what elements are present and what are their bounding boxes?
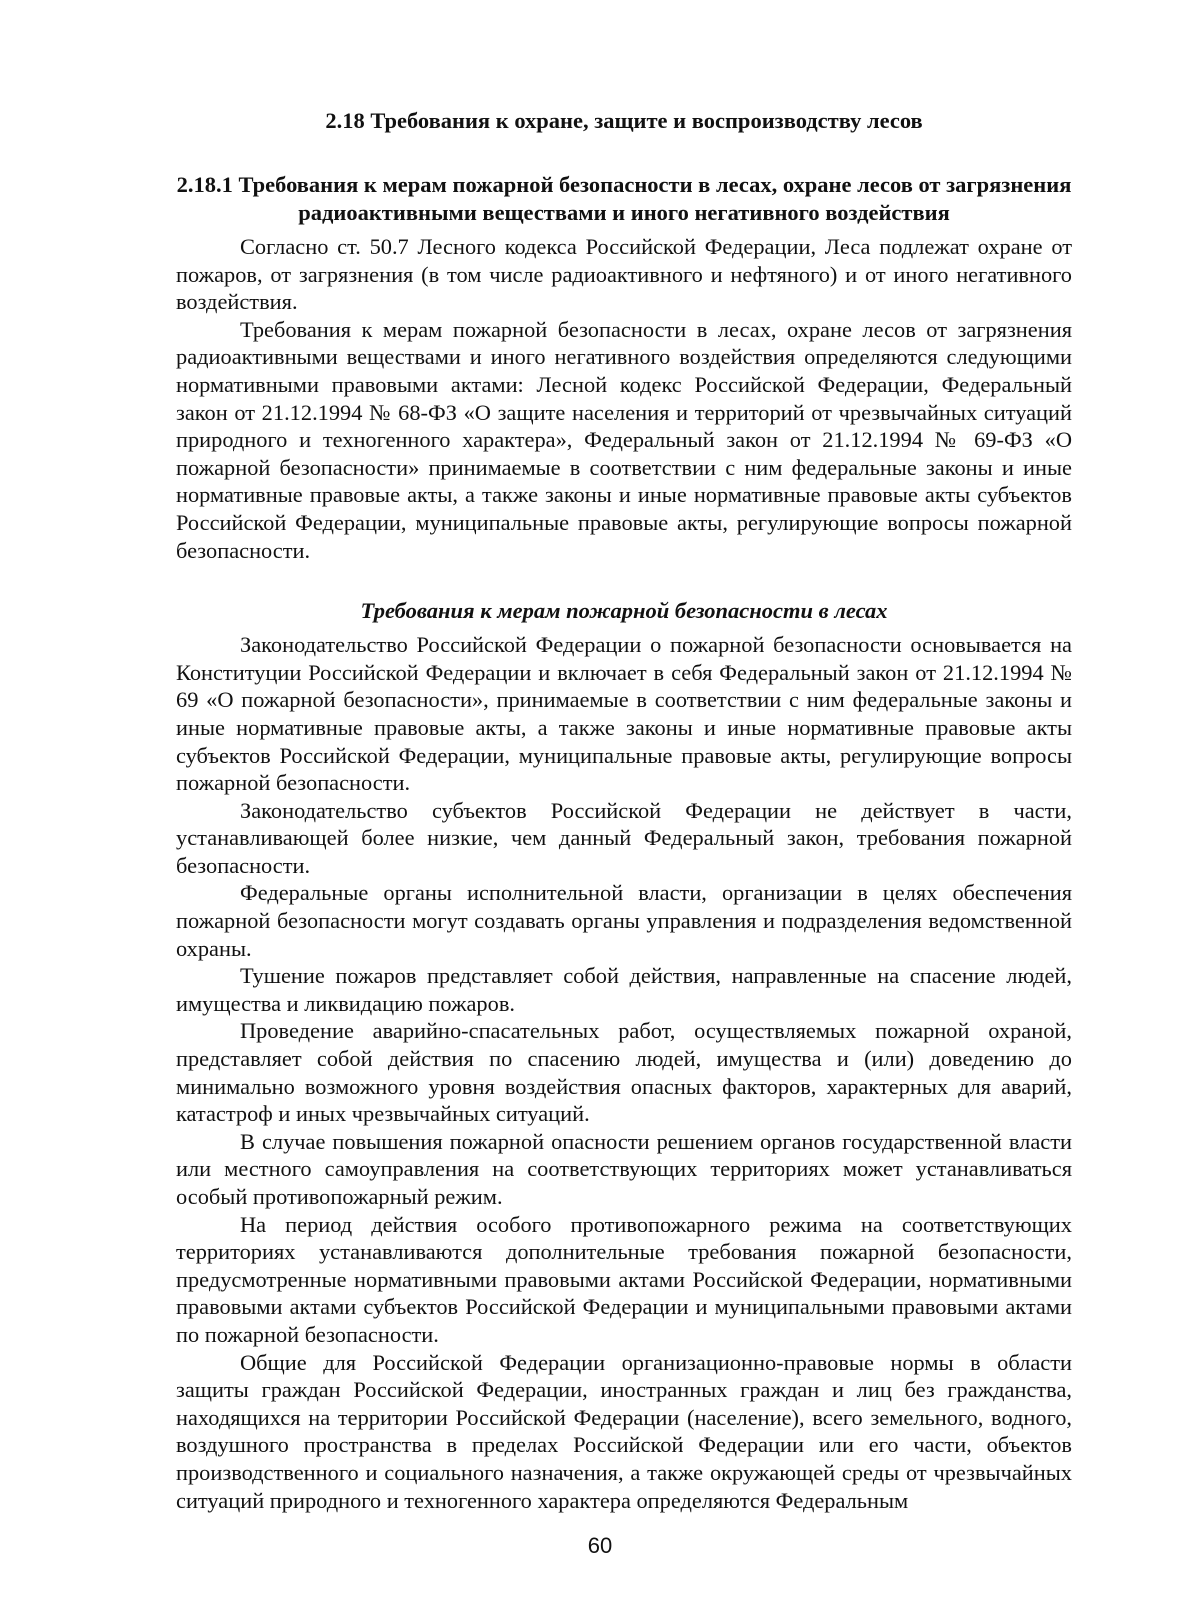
subsection-heading: 2.18.1 Требования к мерам пожарной безопасности в лесах, охране лесов от загрязнения радиоактивными веществами и иного негативного воздействия — [176, 172, 1072, 225]
paragraph: На период действия особого противопожарного режима на соответствующих территориях устанавливаются дополнительные требования пожарной безопасности, предусмотренные нормативными правовыми актами Российской Федерации, нормативными правовыми актами субъектов Российской Федерации и муниципальными правовыми актами по пожарной безопасности. — [176, 1211, 1072, 1347]
paragraph: Тушение пожаров представляет собой действия, направленные на спасение людей, имущества и ликвидацию пожаров. — [176, 963, 1072, 1016]
paragraph: В случае повышения пожарной опасности решением органов государственной власти или местного самоуправления на соответствующих территориях может устанавливаться особый противопожарный режим. — [176, 1128, 1072, 1209]
paragraph: Проведение аварийно-спасательных работ, осуществляемых пожарной охраной, представляет собой действия по спасению людей, имущества и (или) доведению до минимально возможного уровня воздействия опасных факторов, характерных для аварий, катастроф и иных чрезвычайных ситуаций. — [176, 1018, 1072, 1127]
paragraph: Законодательство Российской Федерации о пожарной безопасности основывается на Конституции Российской Федерации и включает в себя Федеральный закон от 21.12.1994 № 69 «О пожарной безопасности», принимаемые в соответствии с ним федеральные законы и иные нормативные правовые акты, а также законы и иные нормативные правовые акты субъектов Российской Федерации, муниципальные правовые акты, регулирующие вопросы пожарной безопасности. — [176, 632, 1072, 796]
page-content — [176, 96, 1072, 1514]
italic-subheading: Требования к мерам пожарной безопасности в лесах — [360, 598, 888, 624]
paragraph: Согласно ст. 50.7 Лесного кодекса Российской Федерации, Леса подлежат охране от пожаров, от загрязнения (в том числе радиоактивного и нефтяного) и от иного негативного воздействия. — [176, 234, 1072, 315]
paragraph: Законодательство субъектов Российской Федерации не действует в части, устанавливающей более низкие, чем данный Федеральный закон, требования пожарной безопасности. — [176, 797, 1072, 878]
paragraph: Федеральные органы исполнительной власти, организации в целях обеспечения пожарной безопасности могут создавать органы управления и подразделения ведомственной охраны. — [176, 880, 1072, 961]
section-heading: 2.18 Требования к охране, защите и воспроизводству лесов — [325, 108, 923, 133]
page-number: 60 — [587, 1533, 613, 1558]
paragraph: Требования к мерам пожарной безопасности в лесах, охране лесов от загрязнения радиоактивными веществами и иного негативного воздействия определяются следующими нормативными правовыми актами: Лесной кодекс Российской Федерации, Федеральный закон от 21.12.1994 № 68-ФЗ «О защите населения и территорий от чрезвычайных ситуаций природного и техногенного характера», Федеральный закон от 21.12.1994 № 69-ФЗ «О пожарной безопасности» принимаемые в соответствии с ним федеральные законы и иные нормативные правовые акты, а также законы и иные нормативные правовые акты субъектов Российской Федерации, муниципальные правовые акты, регулирующие вопросы пожарной безопасности. — [176, 316, 1072, 563]
paragraph: Общие для Российской Федерации организационно-правовые нормы в области защиты граждан Российской Федерации, иностранных граждан и лиц без гражданства, находящихся на территории Российской Федерации (население), всего земельного, водного, воздушного пространства в пределах Российской Федерации или его части, объектов производственного и социального назначения, а также окружающей среды от чрезвычайных ситуаций природного и техногенного характера определяются Федеральным — [176, 1349, 1072, 1513]
